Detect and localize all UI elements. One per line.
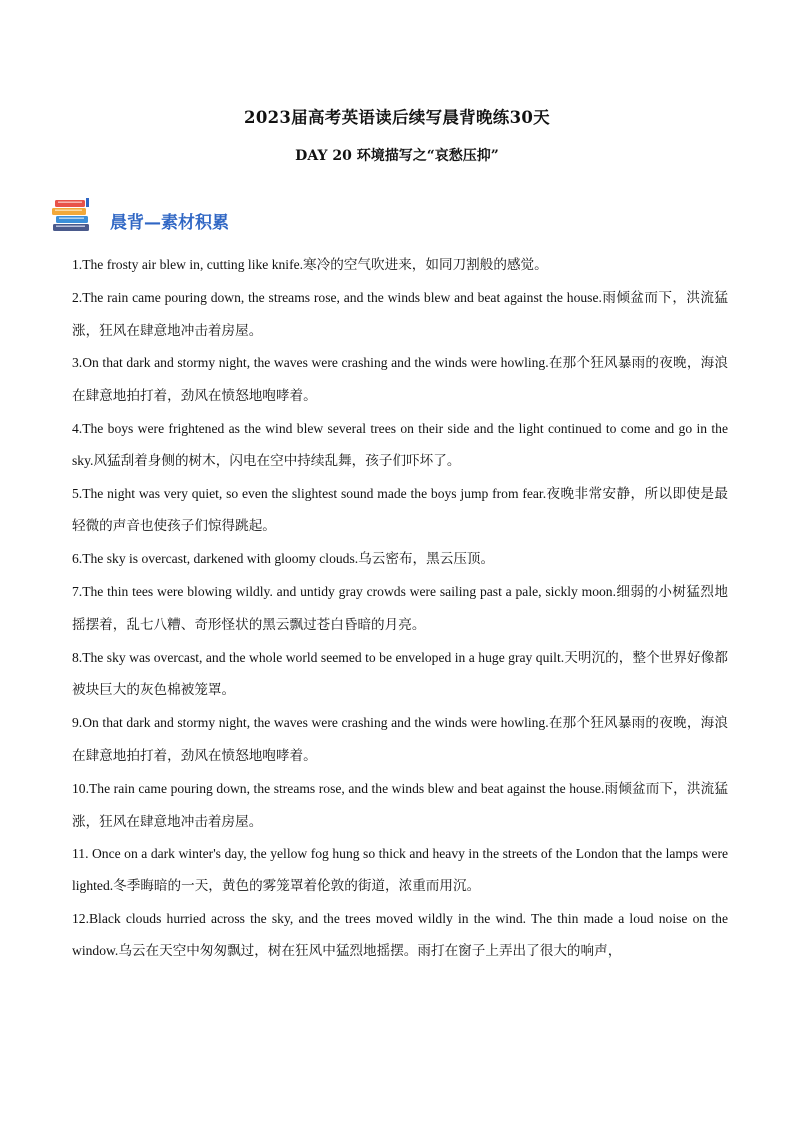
books-icon	[52, 198, 96, 234]
list-item: 2.The rain came pouring down, the streams rose, and the winds blew and beat against the house.雨倾盆而下，洪流猛涨，狂风在肆意地冲击着房屋。	[72, 289, 729, 339]
list-item: 9.On that dark and stormy night, the waves were crashing and the winds were howling.在那个狂风暴雨的夜晚，海浪在肆意地拍打着，劲风在愤怒地咆哮着。	[72, 715, 729, 764]
list-item: 6.The sky is overcast, darkened with gloomy clouds.乌云密布，黑云压顶。	[72, 551, 495, 568]
document-title: 2023届高考英语读后续写晨背晚练30天	[244, 108, 550, 127]
document-subtitle: DAY 20 环境描写之“哀愁压抑”	[295, 148, 499, 164]
list-item: 11. Once on a dark winter's day, the yellow fog hung so thick and heavy in the streets of the London that the lamps were lighted.冬季晦暗的一天，黄色的雾笼罩着伦敦的街道，浓重而用沉。	[72, 846, 728, 895]
list-item: 5.The night was very quiet, so even the slightest sound made the boys jump from fear.夜晚非常安静，所以即使是最轻微的声音也使孩子们惊得跳起。	[72, 485, 728, 535]
list-item: 7.The thin tees were blowing wildly. and untidy gray crowds were sailing past a pale, sickly moon.细弱的小树猛烈地摇摆着，乱七八糟、奇形怪状的黑云飘过苍白昏暗的月亮。	[72, 583, 728, 633]
list-item: 1.The frosty air blew in, cutting like knife.寒冷的空气吹进来，如同刀割般的感觉。	[72, 257, 548, 273]
list-item: 10.The rain came pouring down, the streams rose, and the winds blew and beat against the house.雨倾盆而下，洪流猛涨，狂风在肆意地冲击着房屋。	[72, 780, 728, 830]
list-item: 12.Black clouds hurried across the sky, and the trees moved wildly in the wind. The thin made a loud noise on the window.乌云在天空中匆匆飘过，树在狂风中猛烈地摇摆。雨打在窗子上弄出了很大的响声，	[72, 910, 728, 959]
list-item: 3.On that dark and stormy night, the waves were crashing and the winds were howling.在那个狂风暴雨的夜晚，海浪在肆意地拍打着，劲风在愤怒地咆哮着。	[72, 355, 729, 405]
item-list	[72, 249, 728, 968]
list-item: 4.The boys were frightened as the wind blew several trees on their side and the light continued to come and go in the sky.风猛刮着身侧的树木，闪电在空中持续乱舞，孩子们吓坏了。	[72, 420, 728, 469]
section-title: 晨背—素材积累	[110, 213, 229, 233]
list-item: 8.The sky was overcast, and the whole world seemed to be enveloped in a huge gray quilt.天明沉的，整个世界好像都被块巨大的灰色棉被笼罩。	[72, 649, 728, 699]
